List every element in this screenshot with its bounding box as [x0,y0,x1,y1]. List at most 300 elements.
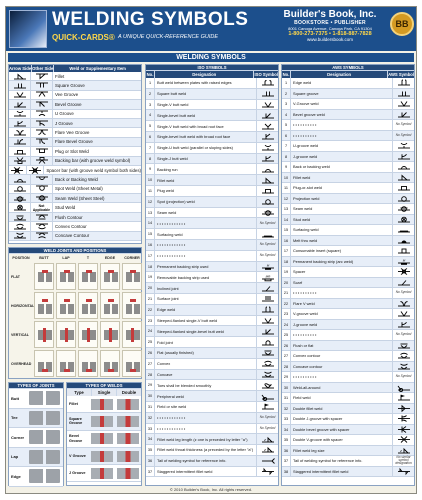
iso-col-designation: Designation [155,71,254,78]
iso-table [146,78,278,477]
designation: Double J-groove with spacer [293,416,343,422]
other-side-cell: Not Applicable [31,203,53,211]
plate-icon [60,304,66,314]
flarev-symbol-icon [397,300,411,307]
symbol-cell: No Symbol [256,424,278,434]
aws-row [282,204,414,215]
aws-row [282,225,414,236]
vee-symbol-icon [35,91,49,98]
row-number: 32 [146,413,155,423]
other-side-cell [31,119,53,127]
designation: • • • • • • • • • • [293,332,317,338]
symbol-cell [256,348,278,358]
publisher-address: 8001 Canoga Avenue, Canoga Park, CA 91304 [288,26,372,31]
iso-row [146,240,278,251]
aws-row [282,267,414,278]
other-side-cell [31,128,53,136]
position-joint-figure [34,263,54,290]
convex-symbol-icon [13,223,27,230]
u-symbol-icon [261,144,275,151]
other-side-cell [27,166,45,174]
basic-symbol-label: Vee Groove [55,92,79,98]
iso-row [146,132,278,143]
positions-row-label: VERTICAL [11,333,29,337]
designation: Staggered intermittent fillet weld [293,468,349,474]
arrow-side-cell [9,203,31,211]
joint-type-row [9,428,63,448]
arrow-side-cell [9,157,31,165]
row-number: 16 [146,240,155,250]
joints-title: TYPES OF JOINTS [9,383,63,389]
designation: Seam weld [293,206,313,212]
iso-row [146,424,278,435]
aws-row [282,372,414,383]
symbol-cell: No Symbol [392,288,414,298]
symbol-cell [392,257,414,267]
aws-row [282,183,414,194]
symbol-cell: No Symbol [392,131,414,141]
iso-row [146,197,278,208]
plate-icon [46,304,52,314]
spacer-symbol-icon [28,167,42,174]
position-joint-figure [34,292,54,319]
row-number: 25 [282,330,291,340]
arrow-side-cell [9,147,31,155]
designation: Steeped-flanked single-V butt weld [157,317,218,323]
single-weld-figure-icon [91,451,113,462]
plug-symbol-icon [261,187,275,194]
designation: Single-J butt weld [157,155,188,161]
aws-row [282,110,414,121]
vee-symbol-icon [261,101,275,108]
designation: Projection weld [293,195,320,201]
j-symbol-icon [261,155,275,162]
designation: Fillet weld [157,177,175,183]
quick-card [5,6,417,494]
symbol-cell [256,78,278,88]
circle-symbol-icon [261,393,275,400]
symbol-cell [392,425,414,435]
aws-row [282,320,414,331]
convex-symbol-icon [35,223,49,230]
position-joint-figure [122,350,142,377]
bevel-symbol-icon [397,111,411,118]
col-type: Type [67,389,92,396]
other-side-cell [31,185,53,193]
single-weld-figure-icon [91,468,113,479]
symbol-cell [392,278,414,288]
weld-bead-icon [108,299,114,302]
designation: Consumable insert (square) [293,248,342,254]
designation: Inclined joint [157,285,179,291]
permstrip-symbol-icon [261,263,275,270]
basic-symbol-row [9,100,141,109]
aws-row [282,341,414,352]
row-number: 29 [282,372,291,382]
other-side-cell [31,91,53,99]
other-side-cell [31,232,53,240]
designation: J-groove weld [293,321,318,327]
row-number: 21 [282,288,291,298]
row-number: 28 [146,370,155,380]
col-other-side: Other Side [32,66,54,71]
joint-figure-icon [29,450,60,464]
symbol-cell [392,383,414,393]
iso-row [146,359,278,370]
weld-type-row [67,431,141,448]
symbol-cell [256,326,278,336]
aws-row [282,120,414,131]
joint-type-label: Lap [11,454,19,460]
concave-symbol-icon [397,363,411,370]
basic-symbol-label: Bevel Groove [55,101,82,107]
row-number: 22 [146,305,155,315]
symbol-cell [256,154,278,164]
symbol-cell [256,121,278,131]
row-number: 18 [282,257,291,267]
j-symbol-icon [397,321,411,328]
weld-bead-icon [130,369,136,372]
designation: Spot (projection) weld [157,199,195,205]
designation: Butt weld between plates with raised edges [157,80,232,86]
aws-col-designation: Designation [291,71,388,78]
plate-icon [112,330,118,340]
other-side-cell [31,147,53,155]
row-number: 4 [282,110,291,120]
row-number: 35 [146,445,155,455]
row-number: 17 [282,246,291,256]
spot-symbol-icon [13,185,27,192]
publisher-name: Builder's Book, Inc. [283,9,377,20]
symbol-cell [256,110,278,120]
designation: Permanent backing strip used [157,263,209,269]
double-weld-figure-icon [117,399,139,410]
designation: Surface joint [157,296,179,302]
back-symbol-icon [13,176,27,183]
symbol-cell [256,132,278,142]
symbol-cell [256,294,278,304]
bevel-symbol-icon [261,112,275,119]
basic-symbol-row [9,138,141,147]
weld-bead-icon [86,270,92,273]
arrow-side-cell [9,213,31,221]
plate-icon [46,272,52,282]
joint-figure-icon [29,391,60,405]
aws-title: AWS SYMBOLS [282,65,414,71]
arrow-side-cell [9,194,31,202]
symbol-cell [392,141,414,151]
joint-type-row [9,448,63,468]
basic-symbol-row [9,81,141,90]
basic-symbol-row [9,72,141,81]
symbol-cell [256,391,278,401]
iso-row [146,262,278,273]
plate-icon [68,330,74,340]
welds-header [67,389,141,396]
row-number: 1 [282,78,291,88]
vee-symbol-icon [261,317,275,324]
iso-row [146,445,278,456]
plate-icon [134,330,140,340]
joint-figure-icon [29,411,60,425]
designation: Permanent backing strip (arc weld) [293,258,354,264]
position-joint-figure [122,321,142,348]
weld-type-label: Fillet [69,401,78,406]
row-number: 1 [146,78,155,88]
j-symbol-icon [35,120,49,127]
arrow-side-cell [9,185,31,193]
weld-bead-icon [65,328,68,342]
position-joint-figure [56,292,76,319]
basic-symbol-label: J Groove [55,120,73,126]
position-joint-figure [78,292,98,319]
concave-symbol-icon [261,371,275,378]
quick-cards-label: QUICK-CARDS® [52,33,115,42]
flag-symbol-icon [397,394,411,401]
remstrip-symbol-icon [261,274,275,281]
designation: Weld-all-around [293,384,321,390]
designation: Spacer [293,269,306,275]
symbol-cell [392,194,414,204]
symbol-cell [392,404,414,414]
symbol-cell [256,100,278,110]
basic-symbol-row [9,110,141,119]
row-number: 6 [282,131,291,141]
aws-row [282,467,414,478]
positions-row-label: OVERHEAD [11,362,32,366]
insert-symbol-icon [397,247,411,254]
positions-column-label: BUTT [39,256,49,260]
row-number: 8 [282,152,291,162]
symbol-cell [392,446,414,456]
position-joint-figure [100,321,120,348]
symbol-cell [392,362,414,372]
symbol-cell [392,173,414,183]
iso-row [146,272,278,283]
symbol-cell [256,208,278,218]
symbol-cell [392,246,414,256]
basic-symbol-label: Fillet [55,73,65,79]
svg-text:z: z [263,448,266,453]
weld-type-label: Square Groove [69,417,83,426]
designation: Field or site weld [157,404,187,410]
basic-symbols-list [9,72,141,241]
square-symbol-icon [13,82,27,89]
basic-symbol-label: Flare Vee Groove [55,130,90,136]
symbol-cell: No Symbol [256,240,278,250]
designation: Bevel groove weld [293,111,325,117]
position-joint-figure [100,350,120,377]
symbol-cell [256,467,278,477]
publisher-tagline: BOOKSTORE • PUBLISHER [294,20,366,26]
designation: Back or backing weld [293,164,330,170]
designation: Convex contour [293,353,321,359]
row-number: 34 [282,425,291,435]
designation: Concave contour [293,363,323,369]
designation: • • • • • • • • • • • • [157,242,186,248]
row-number: 33 [282,414,291,424]
aws-row [282,78,414,89]
designation: J-groove weld [293,153,318,159]
symbol-cell [392,78,414,88]
section-band: WELDING SYMBOLS [8,53,414,62]
aws-row [282,99,414,110]
aws-row [282,131,414,142]
welds-list [67,396,141,482]
iso-row [146,251,278,262]
other-side-cell [31,157,53,165]
symbol-cell [392,299,414,309]
basic-symbol-label: Backing bar (with groove weld symbol) [55,158,131,164]
plate-icon [38,272,44,282]
designation: Backing run [157,166,178,172]
weld-type-row [67,448,141,465]
symbol-cell [392,183,414,193]
designation: • • • • • • • • • • • • [157,253,186,259]
dv-symbol-icon [397,436,411,443]
aws-row [282,278,414,289]
weld-bead-icon [42,369,48,372]
row-number: 8 [146,154,155,164]
symbol-cell [256,262,278,272]
basic-symbol-row [9,194,141,203]
iso-row [146,78,278,89]
single-weld-figure-icon [91,416,113,427]
row-number: 30 [282,383,291,393]
plate-icon [126,272,132,282]
spot-symbol-icon [261,198,275,205]
weld-bead-icon [64,270,70,273]
designation: Double fillet weld [293,405,323,411]
aws-row [282,351,414,362]
weld-type-row [67,465,141,482]
symbol-cell: No Symbol [256,251,278,261]
aws-row [282,299,414,310]
surfacing-symbol-icon [261,231,275,238]
svg-text:M: M [402,258,405,263]
row-number: 30 [146,391,155,401]
row-number: 10 [282,173,291,183]
iso-row [146,434,278,445]
svg-text:z: z [399,448,402,453]
filletdim-symbol-icon [261,446,275,453]
weld-bead-icon [42,270,48,273]
double-weld-figure-icon [117,416,139,427]
designation: Plug weld [157,188,174,194]
raised-symbol-icon [261,79,275,86]
row-number: 16 [282,236,291,246]
iso-row [146,337,278,348]
row-number: 12 [282,194,291,204]
vee-symbol-icon [397,310,411,317]
symbol-cell: No similar symbol designation [392,456,414,466]
weld-bead-icon [64,369,70,372]
row-number: 34 [146,434,155,444]
position-joint-figure [34,350,54,377]
aws-row [282,446,414,457]
iso-title: ISO SYMBOLS [146,65,278,71]
designation: Tail of welding symbol for reference info. [157,458,227,464]
other-side-cell [31,222,53,230]
iso-col-no: No. [146,72,154,77]
flarev-symbol-icon [35,129,49,136]
edge-symbol-icon [261,306,275,313]
welds-panel [66,382,142,486]
plate-icon [112,272,118,282]
row-number: 22 [282,299,291,309]
other-side-cell [31,72,53,80]
stud-symbol-icon [397,216,411,223]
joint-figure-icon [29,469,60,483]
filletdim-symbol-icon [397,447,411,454]
row-number: 11 [282,183,291,193]
joint-type-label: Corner [11,434,25,440]
spacer-symbol-icon [10,167,24,174]
row-number: 15 [146,229,155,239]
other-side-cell [31,138,53,146]
row-number: 4 [146,110,155,120]
fillet-symbol-icon [35,73,49,80]
positions-column-label: POSITION [12,256,30,260]
weld-type-label: V Groove [69,453,86,458]
double-weld-figure-icon [117,468,139,479]
page-title: WELDING SYMBOLS [52,9,249,30]
arrow-side-cell [9,175,31,183]
symbol-cell [392,467,414,477]
aws-row [282,362,414,373]
designation: Edge weld [293,80,312,86]
row-number: 24 [282,320,291,330]
j-symbol-icon [397,153,411,160]
seam-symbol-icon [261,209,275,216]
iso-row [146,413,278,424]
arrow-side-cell [9,222,31,230]
row-number: 31 [146,402,155,412]
row-number: 7 [146,143,155,153]
aws-row [282,288,414,299]
row-number: 2 [282,89,291,99]
convex-symbol-icon [397,352,411,359]
aws-header [282,71,414,78]
row-number: 27 [146,359,155,369]
iso-row [146,348,278,359]
symbol-cell [392,320,414,330]
symbol-cell [392,414,414,424]
aws-row [282,393,414,404]
row-number: 5 [146,121,155,131]
surfacing-symbol-icon [397,226,411,233]
designation: Surfacing weld [293,227,319,233]
backing-symbol-icon [35,157,49,164]
weld-bead-icon [64,299,70,302]
flush-symbol-icon [261,349,275,356]
symbol-cell [392,89,414,99]
row-number: 37 [146,467,155,477]
col-weld-item: Weld or Supplementary Item [69,66,126,71]
joint-type-label: Tee [11,415,18,421]
basic-symbol-row [9,232,141,241]
inclined-symbol-icon [261,285,275,292]
joint-type-row [9,467,63,487]
designation: V-Groove weld [293,101,319,107]
positions-title: WELD JOINTS AND POSITIONS [9,248,141,254]
row-number: 10 [146,175,155,185]
flareb-symbol-icon [13,138,27,145]
symbol-cell [256,316,278,326]
row-number: 37 [282,456,291,466]
svg-text:MR: MR [265,274,270,279]
joint-type-row [9,409,63,429]
